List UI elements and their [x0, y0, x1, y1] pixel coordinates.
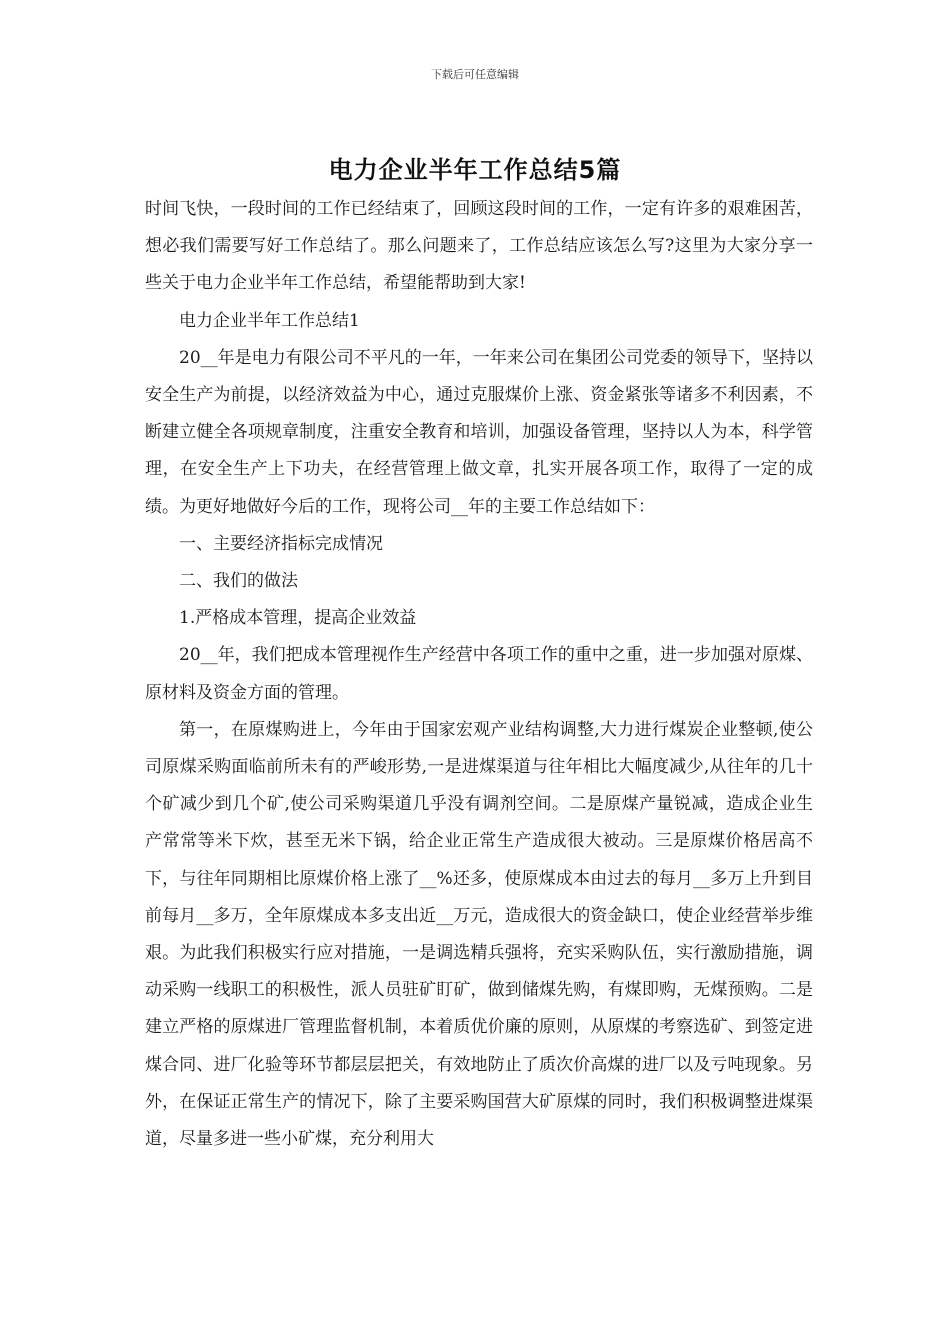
subheading-cost-management: 1.严格成本管理，提高企业效益 — [179, 608, 417, 629]
body-paragraph: 20__年是电力有限公司不平凡的一年，一年来公司在集团公司党委的领导下，坚持以安全生产为前提，以经济效益为中心，通过克服煤价上涨、资金紧张等诸多不利因素，不断建立健全各项规章制度，注重安全教育和培训，加强设备管理，坚持以人为本，科学管理，在安全生产上下功夫，在经营管理上做文章，扎实开展各项工作，取得了一定的成绩。为更好地做好今后的工作，现将公司__年的主要工作总结如下： — [145, 347, 813, 517]
subheading-methods: 二、我们的做法 — [179, 571, 298, 592]
document-title: 电力企业半年工作总结5篇 — [328, 156, 622, 184]
body-paragraph: 20__年，我们把成本管理视作生产经营中各项工作的重中之重，进一步加强对原煤、原材料及资金方面的管理。 — [145, 645, 813, 703]
section-heading-1: 电力企业半年工作总结1 — [179, 310, 360, 331]
body-paragraph: 第一，在原煤购进上，今年由于国家宏观产业结构调整,大力进行煤炭企业整顿,使公司原煤采购面临前所未有的严峻形势,一是进煤渠道与往年相比大幅度减少,从往年的几十个矿减少到几个矿,使公司采购渠道几乎没有调剂空间。二是原煤产量锐减，造成企业生产常常等米下炊，甚至无米下锅，给企业正常生产造成很大被动。三是原煤价格居高不下，与往年同期相比原煤价格上涨了__%还多，使原煤成本由过去的每月__多万上升到目前每月__多万，全年原煤成本多支出近__万元，造成很大的资金缺口，使企业经营举步维艰。为此我们积极实行应对措施，一是调选精兵强将，充实采购队伍，实行激励措施，调动采购一线职工的积极性，派人员驻矿盯矿，做到储煤先购，有煤即购，无煤预购。二是建立严格的原煤进厂管理监督机制，本着质优价廉的原则，从原煤的考察选矿、到签定进煤合同、进厂化验等环节都层层把关，有效地防止了质次价高煤的进厂以及亏吨现象。另外，在保证正常生产的情况下，除了主要采购国营大矿原煤的同时，我们积极调整进煤渠道，尽量多进一些小矿煤，充分利用大 — [145, 719, 813, 1150]
subheading-indicators: 一、主要经济指标完成情况 — [179, 533, 383, 554]
intro-paragraph: 时间飞快，一段时间的工作已经结束了，回顾这段时间的工作，一定有许多的艰难困苦，想必我们需要写好工作总结了。那么问题来了，工作总结应该怎么写?这里为大家分享一些关于电力企业半年工作总结，希望能帮助到大家! — [145, 199, 813, 294]
document-body — [145, 191, 813, 1158]
header-note: 下载后可任意编辑 — [431, 68, 519, 81]
